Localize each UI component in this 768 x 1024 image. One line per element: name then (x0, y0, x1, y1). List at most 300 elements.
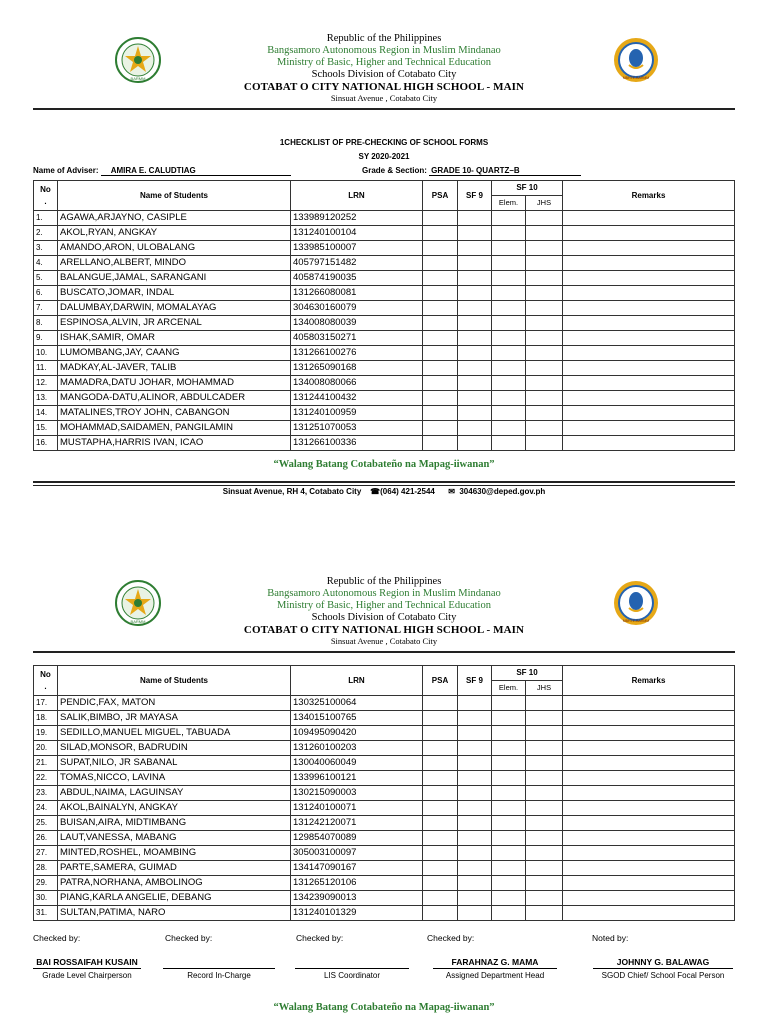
sf9-check (458, 786, 492, 801)
psa-check (423, 421, 458, 436)
psa-check (423, 331, 458, 346)
student-lrn: 130325100064 (291, 696, 423, 711)
remarks-cell (563, 436, 735, 451)
school-address: Sinsuat Avenue , Cotabato City (330, 636, 438, 646)
sf10-elem-check (492, 331, 526, 346)
sf10-jhs-check (526, 391, 563, 406)
remarks-cell (563, 391, 735, 406)
sf9-check (458, 391, 492, 406)
logo-text-barmm: BARMM (130, 76, 146, 81)
remarks-cell (563, 421, 735, 436)
col-jhs: JHS (526, 196, 563, 211)
sf10-elem-check (492, 756, 526, 771)
table-row (34, 391, 735, 406)
student-lrn: 131244100432 (291, 391, 423, 406)
psa-check (423, 376, 458, 391)
student-name: SUPAT,NILO, JR SABANAL (58, 756, 291, 771)
student-lrn: 131265090168 (291, 361, 423, 376)
signatory-name: BAI ROSSAIFAH KUSAIN (33, 957, 141, 969)
student-lrn: 131260100203 (291, 741, 423, 756)
col-name: Name of Students (58, 666, 291, 696)
sf10-jhs-check (526, 876, 563, 891)
division-line: Schools Division of Cotabato City (311, 69, 457, 80)
sf9-check (458, 301, 492, 316)
psa-check (423, 406, 458, 421)
sf10-elem-check (492, 421, 526, 436)
sf9-check (458, 436, 492, 451)
motto-page2: “Walang Batang Cotabateño na Mapag-iiwanan” (273, 1002, 495, 1013)
student-lrn: 134008080066 (291, 376, 423, 391)
signatory-role: LIS Coordinator (323, 971, 381, 980)
signatory-name (295, 957, 409, 969)
col-no: No . (34, 666, 58, 696)
table-row (34, 696, 735, 711)
row-number: 4. (34, 256, 58, 271)
psa-check (423, 361, 458, 376)
logo-text-barmm-2: BARMM (130, 619, 146, 624)
student-lrn: 131240100104 (291, 226, 423, 241)
remarks-cell (563, 241, 735, 256)
sf9-check (458, 816, 492, 831)
row-number: 8. (34, 316, 58, 331)
student-lrn: 130040060049 (291, 756, 423, 771)
table-row (34, 816, 735, 831)
remarks-cell (563, 846, 735, 861)
student-name: SEDILLO,MANUEL MIGUEL, TABUADA (58, 726, 291, 741)
row-number: 21. (34, 756, 58, 771)
row-number: 25. (34, 816, 58, 831)
sf9-check (458, 831, 492, 846)
sf10-jhs-check (526, 421, 563, 436)
table-row (34, 741, 735, 756)
sf10-elem-check (492, 361, 526, 376)
table-row (34, 361, 735, 376)
sf10-elem-check (492, 271, 526, 286)
student-name: LAUT,VANESSA, MABANG (58, 831, 291, 846)
psa-check (423, 241, 458, 256)
psa-check (423, 346, 458, 361)
sf9-check (458, 741, 492, 756)
signatory-label: Noted by: (592, 933, 629, 943)
student-name: MUSTAPHA,HARRIS IVAN, ICAO (58, 436, 291, 451)
sf9-check (458, 346, 492, 361)
table-row (34, 406, 735, 421)
student-name: AMANDO,ARON, ULOBALANG (58, 241, 291, 256)
student-name: PARTE,SAMERA, GUIMAD (58, 861, 291, 876)
remarks-cell (563, 741, 735, 756)
remarks-cell (563, 406, 735, 421)
student-name: MATALINES,TROY JOHN, CABANGON (58, 406, 291, 421)
table-row (34, 876, 735, 891)
student-name: ESPINOSA,ALVIN, JR ARCENAL (58, 316, 291, 331)
sf10-elem-check (492, 211, 526, 226)
remarks-cell (563, 831, 735, 846)
header-divider-page2 (33, 651, 735, 653)
sf9-check (458, 771, 492, 786)
col-remarks: Remarks (563, 666, 735, 696)
email-icon: ✉ (448, 487, 455, 496)
col-elem: Elem. (492, 681, 526, 696)
signatory-role: Assigned Department Head (445, 971, 545, 980)
letterhead-page2 (0, 576, 768, 647)
school-name: COTABAT O CITY NATIONAL HIGH SCHOOL - MAIN (243, 81, 525, 93)
psa-check (423, 771, 458, 786)
checklist-table-page2 (33, 665, 735, 921)
sf9-check (458, 846, 492, 861)
remarks-cell (563, 861, 735, 876)
student-lrn: 305003100097 (291, 846, 423, 861)
sf10-jhs-check (526, 226, 563, 241)
student-name: PENDIC,FAX, MATON (58, 696, 291, 711)
checklist-table-page1 (33, 180, 735, 451)
remarks-cell (563, 711, 735, 726)
student-name: ABDUL,NAIMA, LAGUINSAY (58, 786, 291, 801)
signatory-name: JOHNNY G. BALAWAG (593, 957, 733, 969)
col-lrn: LRN (291, 666, 423, 696)
sf10-jhs-check (526, 816, 563, 831)
section-label: Grade & Section: (362, 166, 427, 175)
remarks-cell (563, 816, 735, 831)
psa-check (423, 786, 458, 801)
remarks-cell (563, 211, 735, 226)
row-number: 2. (34, 226, 58, 241)
table-row (34, 256, 735, 271)
signatory-label: Checked by: (165, 933, 213, 943)
sf10-elem-check (492, 391, 526, 406)
sf9-check (458, 421, 492, 436)
logo-text-mbhte-2: MBHTE-BARMM (622, 619, 650, 623)
psa-check (423, 906, 458, 921)
school-address: Sinsuat Avenue , Cotabato City (330, 93, 438, 103)
sf10-jhs-check (526, 756, 563, 771)
sf10-jhs-check (526, 361, 563, 376)
sf10-elem-check (492, 226, 526, 241)
col-name: Name of Students (58, 181, 291, 211)
student-lrn: 131240100959 (291, 406, 423, 421)
row-number: 15. (34, 421, 58, 436)
sf10-elem-check (492, 286, 526, 301)
remarks-cell (563, 286, 735, 301)
remarks-cell (563, 346, 735, 361)
table-row (34, 301, 735, 316)
psa-check (423, 876, 458, 891)
psa-check (423, 816, 458, 831)
student-name: PATRA,NORHANA, AMBOLINOG (58, 876, 291, 891)
table-row (34, 726, 735, 741)
sf10-elem-check (492, 846, 526, 861)
col-psa: PSA (423, 181, 458, 211)
student-lrn: 133985100007 (291, 241, 423, 256)
row-number: 30. (34, 891, 58, 906)
sf10-jhs-check (526, 831, 563, 846)
sf10-jhs-check (526, 741, 563, 756)
col-sf10: SF 10 (492, 181, 563, 196)
psa-check (423, 756, 458, 771)
student-name: ISHAK,SAMIR, OMAR (58, 331, 291, 346)
sf10-elem-check (492, 906, 526, 921)
table-row (34, 861, 735, 876)
student-lrn: 131242120071 (291, 816, 423, 831)
student-name: AGAWA,ARJAYNO, CASIPLE (58, 211, 291, 226)
col-jhs: JHS (526, 681, 563, 696)
psa-check (423, 846, 458, 861)
row-number: 22. (34, 771, 58, 786)
table-row (34, 756, 735, 771)
sf10-elem-check (492, 376, 526, 391)
student-lrn: 304630160079 (291, 301, 423, 316)
sf9-check (458, 271, 492, 286)
psa-check (423, 861, 458, 876)
remarks-cell (563, 876, 735, 891)
logo-text-mbhte: MBHTE-BARMM (622, 76, 650, 80)
remarks-cell (563, 316, 735, 331)
sf10-jhs-check (526, 906, 563, 921)
sf10-elem-check (492, 406, 526, 421)
table-row (34, 376, 735, 391)
student-lrn: 131251070053 (291, 421, 423, 436)
table-row (34, 271, 735, 286)
sf10-jhs-check (526, 256, 563, 271)
sf10-jhs-check (526, 696, 563, 711)
remarks-cell (563, 771, 735, 786)
table-row (34, 846, 735, 861)
remarks-cell (563, 256, 735, 271)
psa-check (423, 696, 458, 711)
row-number: 26. (34, 831, 58, 846)
psa-check (423, 726, 458, 741)
col-psa: PSA (423, 666, 458, 696)
sf10-elem-check (492, 256, 526, 271)
sf10-jhs-check (526, 331, 563, 346)
student-lrn: 131266100276 (291, 346, 423, 361)
psa-check (423, 211, 458, 226)
remarks-cell (563, 376, 735, 391)
row-number: 20. (34, 741, 58, 756)
signatory-role: Record In-Charge (187, 971, 251, 980)
sf10-jhs-check (526, 271, 563, 286)
student-name: SULTAN,PATIMA, NARO (58, 906, 291, 921)
student-name: PIANG,KARLA ANGELIE, DEBANG (58, 891, 291, 906)
psa-check (423, 891, 458, 906)
psa-check (423, 286, 458, 301)
sf10-jhs-check (526, 861, 563, 876)
sf10-elem-check (492, 316, 526, 331)
row-number: 18. (34, 711, 58, 726)
student-lrn: 131240101329 (291, 906, 423, 921)
student-lrn: 405874190035 (291, 271, 423, 286)
student-name: MADKAY,AL-JAVER, TALIB (58, 361, 291, 376)
sf10-jhs-check (526, 301, 563, 316)
student-name: SALIK,BIMBO, JR MAYASA (58, 711, 291, 726)
sf9-check (458, 211, 492, 226)
row-number: 11. (34, 361, 58, 376)
remarks-cell (563, 801, 735, 816)
table-row (34, 211, 735, 226)
row-number: 9. (34, 331, 58, 346)
student-lrn: 134015100765 (291, 711, 423, 726)
sf10-jhs-check (526, 241, 563, 256)
sf10-jhs-check (526, 891, 563, 906)
col-elem: Elem. (492, 196, 526, 211)
sf10-jhs-check (526, 801, 563, 816)
row-number: 1. (34, 211, 58, 226)
col-sf9: SF 9 (458, 181, 492, 211)
table-row (34, 906, 735, 921)
signatory-role: SGOD Chief/ School Focal Person (601, 971, 725, 980)
student-lrn: 130215090003 (291, 786, 423, 801)
sf9-check (458, 361, 492, 376)
sf10-elem-check (492, 891, 526, 906)
motto-page1: “Walang Batang Cotabateño na Mapag-iiwanan” (273, 459, 495, 470)
remarks-cell (563, 786, 735, 801)
row-number: 3. (34, 241, 58, 256)
sf10-elem-check (492, 741, 526, 756)
student-lrn: 405803150271 (291, 331, 423, 346)
sf9-check (458, 331, 492, 346)
psa-check (423, 436, 458, 451)
sf10-jhs-check (526, 286, 563, 301)
sf9-check (458, 241, 492, 256)
sf10-elem-check (492, 436, 526, 451)
col-sf9: SF 9 (458, 666, 492, 696)
sf9-check (458, 376, 492, 391)
remarks-cell (563, 726, 735, 741)
sf10-elem-check (492, 831, 526, 846)
psa-check (423, 271, 458, 286)
student-name: AKOL,RYAN, ANGKAY (58, 226, 291, 241)
table-row (34, 241, 735, 256)
sf10-elem-check (492, 696, 526, 711)
republic-line: Republic of the Philippines (326, 33, 442, 44)
signatory-role: Grade Level Chairperson (42, 971, 132, 980)
row-number: 10. (34, 346, 58, 361)
psa-check (423, 831, 458, 846)
remarks-cell (563, 301, 735, 316)
table-row (34, 771, 735, 786)
student-name: BUISAN,AIRA, MIDTIMBANG (58, 816, 291, 831)
student-name: AKOL,BAINALYN, ANGKAY (58, 801, 291, 816)
sf9-check (458, 861, 492, 876)
sf10-jhs-check (526, 771, 563, 786)
sf10-jhs-check (526, 711, 563, 726)
signatory-name: FARAHNAZ G. MAMA (433, 957, 557, 969)
signatory-name (163, 957, 275, 969)
footer-phone: (064) 421-2544 (380, 487, 435, 496)
student-lrn: 109495090420 (291, 726, 423, 741)
psa-check (423, 711, 458, 726)
remarks-cell (563, 696, 735, 711)
row-number: 12. (34, 376, 58, 391)
row-number: 31. (34, 906, 58, 921)
student-name: MOHAMMAD,SAIDAMEN, PANGILAMIN (58, 421, 291, 436)
student-lrn: 133996100121 (291, 771, 423, 786)
table-row (34, 421, 735, 436)
row-number: 5. (34, 271, 58, 286)
sf10-jhs-check (526, 346, 563, 361)
sf9-check (458, 256, 492, 271)
row-number: 17. (34, 696, 58, 711)
section-value: GRADE 10- QUARTZ–B (429, 166, 581, 176)
student-lrn: 129854070089 (291, 831, 423, 846)
sf10-elem-check (492, 816, 526, 831)
section-row (362, 166, 581, 176)
row-number: 27. (34, 846, 58, 861)
sf10-elem-check (492, 876, 526, 891)
sf10-elem-check (492, 771, 526, 786)
footer-divider-top (33, 481, 735, 483)
sf10-jhs-check (526, 316, 563, 331)
sf9-check (458, 876, 492, 891)
table-row (34, 346, 735, 361)
letterhead (0, 33, 768, 104)
student-name: BUSCATO,JOMAR, INDAL (58, 286, 291, 301)
student-name: SILAD,MONSOR, BADRUDIN (58, 741, 291, 756)
student-lrn: 131266100336 (291, 436, 423, 451)
row-number: 14. (34, 406, 58, 421)
school-year: SY 2020-2021 (358, 152, 410, 161)
row-number: 6. (34, 286, 58, 301)
remarks-cell (563, 226, 735, 241)
signatory-label: Checked by: (33, 933, 81, 943)
region-line: Bangsamoro Autonomous Region in Muslim Mindanao (267, 588, 501, 599)
psa-check (423, 301, 458, 316)
row-number: 13. (34, 391, 58, 406)
table-row (34, 891, 735, 906)
sf10-jhs-check (526, 211, 563, 226)
division-line: Schools Division of Cotabato City (311, 612, 457, 623)
psa-check (423, 226, 458, 241)
sf10-elem-check (492, 726, 526, 741)
sf10-jhs-check (526, 786, 563, 801)
student-lrn: 134008080039 (291, 316, 423, 331)
sf9-check (458, 906, 492, 921)
ministry-line: Ministry of Basic, Higher and Technical Education (277, 57, 491, 68)
psa-check (423, 801, 458, 816)
student-name: DALUMBAY,DARWIN, MOMALAYAG (58, 301, 291, 316)
sf10-elem-check (492, 711, 526, 726)
sf9-check (458, 316, 492, 331)
signatory-label: Checked by: (296, 933, 344, 943)
remarks-cell (563, 331, 735, 346)
adviser-row (33, 166, 291, 176)
sf10-elem-check (492, 861, 526, 876)
row-number: 29. (34, 876, 58, 891)
sf10-elem-check (492, 301, 526, 316)
sf9-check (458, 286, 492, 301)
table-row (34, 226, 735, 241)
student-lrn: 131265120106 (291, 876, 423, 891)
student-lrn: 134239090013 (291, 891, 423, 906)
sf10-jhs-check (526, 376, 563, 391)
adviser-name: AMIRA E. CALUDTIAG (101, 166, 291, 176)
psa-check (423, 316, 458, 331)
table-row (34, 436, 735, 451)
student-lrn: 134147090167 (291, 861, 423, 876)
student-name: MANGODA-DATU,ALINOR, ABDULCADER (58, 391, 291, 406)
student-lrn: 131266080081 (291, 286, 423, 301)
sf10-elem-check (492, 346, 526, 361)
sf9-check (458, 696, 492, 711)
sf10-elem-check (492, 786, 526, 801)
remarks-cell (563, 906, 735, 921)
col-lrn: LRN (291, 181, 423, 211)
doc-title: 1CHECKLIST OF PRE-CHECKING OF SCHOOL FORMS (279, 138, 489, 147)
republic-line: Republic of the Philippines (326, 576, 442, 587)
student-lrn: 133989120252 (291, 211, 423, 226)
row-number: 7. (34, 301, 58, 316)
footer-email[interactable]: 304630@deped.gov.ph (459, 487, 546, 496)
sf10-jhs-check (526, 406, 563, 421)
